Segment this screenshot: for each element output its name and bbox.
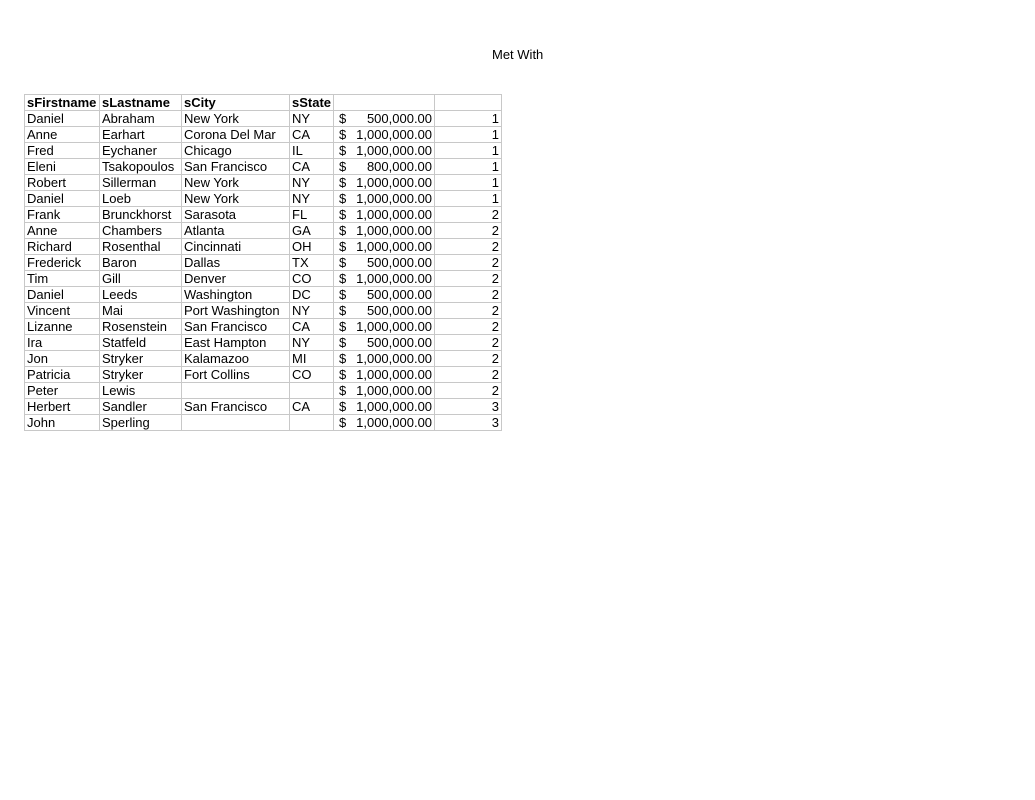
cell-city: Dallas [182,255,290,271]
currency-symbol: $ [339,303,347,318]
cell-amount [334,399,435,415]
cell-state: TX [290,255,334,271]
currency-symbol: $ [339,255,347,270]
currency-symbol: $ [339,351,347,366]
cell-amount [334,335,435,351]
table-row [25,159,502,175]
amount-value: 1,000,000.00 [356,319,433,334]
donor-table [24,94,502,431]
cell-city: Atlanta [182,223,290,239]
cell-amount [334,143,435,159]
cell-count: 2 [435,239,502,255]
currency-symbol: $ [339,223,347,238]
cell-city: East Hampton [182,335,290,351]
currency-symbol: $ [339,399,347,414]
header-firstname: sFirstname [25,95,100,111]
cell-lastname: Rosenthal [100,239,182,255]
table-row [25,207,502,223]
table-row [25,303,502,319]
cell-lastname: Chambers [100,223,182,239]
currency-symbol: $ [339,335,347,350]
amount-value: 1,000,000.00 [356,127,433,142]
currency-symbol: $ [339,191,347,206]
cell-amount [334,223,435,239]
cell-count: 2 [435,303,502,319]
cell-lastname: Gill [100,271,182,287]
cell-count: 2 [435,351,502,367]
cell-amount [334,191,435,207]
page-title: Met With [492,47,544,62]
amount-value: 1,000,000.00 [356,223,433,238]
amount-value: 1,000,000.00 [356,207,433,222]
header-amount [334,95,435,111]
table-row [25,367,502,383]
table-row [25,143,502,159]
cell-count: 2 [435,383,502,399]
cell-firstname: Vincent [25,303,100,319]
cell-city: San Francisco [182,319,290,335]
cell-state [290,415,334,431]
cell-count: 2 [435,319,502,335]
cell-amount [334,367,435,383]
amount-value: 1,000,000.00 [356,351,433,366]
cell-count: 2 [435,255,502,271]
cell-lastname: Rosenstein [100,319,182,335]
cell-amount [334,159,435,175]
cell-firstname: Ira [25,335,100,351]
amount-value: 500,000.00 [366,287,433,302]
cell-state: MI [290,351,334,367]
currency-symbol: $ [339,383,347,398]
cell-city: San Francisco [182,399,290,415]
cell-state: NY [290,303,334,319]
currency-symbol: $ [339,239,347,254]
cell-lastname: Mai [100,303,182,319]
cell-firstname: Fred [25,143,100,159]
cell-firstname: Eleni [25,159,100,175]
cell-state: NY [290,111,334,127]
table-row [25,175,502,191]
cell-state: CA [290,399,334,415]
cell-city: Chicago [182,143,290,159]
cell-count: 2 [435,287,502,303]
cell-lastname: Lewis [100,383,182,399]
currency-symbol: $ [339,207,347,222]
cell-firstname: Patricia [25,367,100,383]
cell-lastname: Brunckhorst [100,207,182,223]
cell-firstname: Herbert [25,399,100,415]
cell-city: Corona Del Mar [182,127,290,143]
table-row [25,335,502,351]
cell-count: 3 [435,415,502,431]
amount-value: 500,000.00 [366,111,433,126]
cell-state: DC [290,287,334,303]
header-count [435,95,502,111]
cell-state: GA [290,223,334,239]
cell-firstname: Tim [25,271,100,287]
cell-amount [334,255,435,271]
cell-count: 2 [435,207,502,223]
table-row [25,399,502,415]
table-row [25,351,502,367]
currency-symbol: $ [339,287,347,302]
table-row [25,255,502,271]
currency-symbol: $ [339,367,347,382]
amount-value: 1,000,000.00 [356,383,433,398]
table-body [25,111,502,431]
cell-amount [334,111,435,127]
cell-firstname: Daniel [25,287,100,303]
cell-firstname: Daniel [25,191,100,207]
cell-amount [334,319,435,335]
cell-lastname: Stryker [100,351,182,367]
table-row [25,239,502,255]
table-row [25,191,502,207]
header-city: sCity [182,95,290,111]
amount-value: 1,000,000.00 [356,175,433,190]
cell-lastname: Sperling [100,415,182,431]
table-row [25,415,502,431]
amount-value: 1,000,000.00 [356,367,433,382]
cell-state: NY [290,175,334,191]
amount-value: 500,000.00 [366,303,433,318]
cell-state: CA [290,127,334,143]
cell-lastname: Loeb [100,191,182,207]
cell-count: 1 [435,143,502,159]
cell-city: New York [182,111,290,127]
cell-city: Kalamazoo [182,351,290,367]
amount-value: 1,000,000.00 [356,239,433,254]
cell-state: OH [290,239,334,255]
cell-state: CA [290,159,334,175]
cell-count: 2 [435,271,502,287]
amount-value: 1,000,000.00 [356,415,433,430]
table-row [25,111,502,127]
cell-firstname: Richard [25,239,100,255]
cell-lastname: Eychaner [100,143,182,159]
amount-value: 1,000,000.00 [356,143,433,158]
cell-firstname: Peter [25,383,100,399]
cell-count: 1 [435,191,502,207]
cell-count: 2 [435,223,502,239]
cell-amount [334,415,435,431]
table-row [25,319,502,335]
cell-lastname: Leeds [100,287,182,303]
table-row [25,127,502,143]
header-row [25,95,502,111]
cell-amount [334,303,435,319]
table-row [25,271,502,287]
cell-amount [334,239,435,255]
cell-count: 1 [435,159,502,175]
cell-firstname: Jon [25,351,100,367]
cell-amount [334,127,435,143]
cell-state: CO [290,367,334,383]
cell-amount [334,383,435,399]
cell-state: NY [290,191,334,207]
amount-value: 500,000.00 [366,335,433,350]
cell-firstname: Frank [25,207,100,223]
cell-count: 1 [435,127,502,143]
cell-lastname: Baron [100,255,182,271]
cell-state: FL [290,207,334,223]
cell-firstname: Frederick [25,255,100,271]
cell-state: IL [290,143,334,159]
cell-state: CO [290,271,334,287]
header-state: sState [290,95,334,111]
cell-amount [334,207,435,223]
cell-city [182,415,290,431]
currency-symbol: $ [339,159,347,174]
table-row [25,287,502,303]
cell-firstname: Anne [25,223,100,239]
cell-count: 3 [435,399,502,415]
cell-firstname: Robert [25,175,100,191]
table-row [25,383,502,399]
cell-city: Port Washington [182,303,290,319]
amount-value: 1,000,000.00 [356,399,433,414]
cell-city: Fort Collins [182,367,290,383]
cell-amount [334,287,435,303]
currency-symbol: $ [339,143,347,158]
cell-city: Sarasota [182,207,290,223]
cell-city: New York [182,191,290,207]
cell-firstname: Daniel [25,111,100,127]
cell-firstname: Anne [25,127,100,143]
amount-value: 500,000.00 [366,255,433,270]
currency-symbol: $ [339,111,347,126]
header-lastname: sLastname [100,95,182,111]
cell-lastname: Tsakopoulos [100,159,182,175]
amount-value: 800,000.00 [366,159,433,174]
cell-state [290,383,334,399]
amount-value: 1,000,000.00 [356,191,433,206]
cell-city [182,383,290,399]
cell-amount [334,351,435,367]
currency-symbol: $ [339,175,347,190]
currency-symbol: $ [339,319,347,334]
cell-lastname: Statfeld [100,335,182,351]
cell-city: Cincinnati [182,239,290,255]
currency-symbol: $ [339,271,347,286]
cell-lastname: Abraham [100,111,182,127]
currency-symbol: $ [339,415,347,430]
cell-count: 1 [435,111,502,127]
cell-lastname: Earhart [100,127,182,143]
cell-amount [334,271,435,287]
cell-firstname: John [25,415,100,431]
amount-value: 1,000,000.00 [356,271,433,286]
cell-lastname: Sillerman [100,175,182,191]
cell-count: 1 [435,175,502,191]
cell-city: Denver [182,271,290,287]
cell-city: Washington [182,287,290,303]
cell-city: San Francisco [182,159,290,175]
cell-count: 2 [435,367,502,383]
cell-city: New York [182,175,290,191]
cell-lastname: Sandler [100,399,182,415]
cell-state: NY [290,335,334,351]
table-row [25,223,502,239]
currency-symbol: $ [339,127,347,142]
cell-lastname: Stryker [100,367,182,383]
cell-firstname: Lizanne [25,319,100,335]
cell-state: CA [290,319,334,335]
cell-amount [334,175,435,191]
cell-count: 2 [435,335,502,351]
